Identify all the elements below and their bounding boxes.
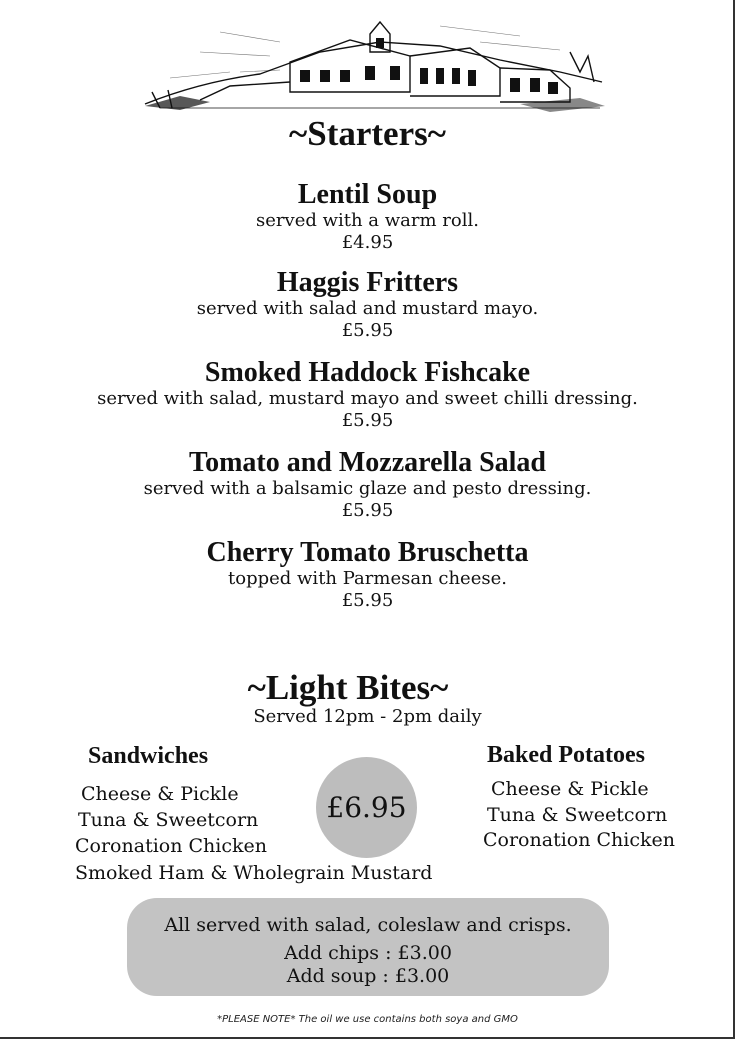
potato-item: Tuna & Sweetcorn [487, 804, 668, 826]
sandwich-item: Tuna & Sweetcorn [78, 809, 259, 831]
light-bites-title: ~Light Bites~ [247, 668, 449, 707]
sandwiches-title: Sandwiches [88, 743, 209, 769]
item-description: topped with Parmesan cheese. [228, 568, 507, 589]
item-name: Cherry Tomato Bruschetta [206, 537, 529, 568]
starters-title: ~Starters~ [289, 114, 446, 153]
item-description: served with a balsamic glaze and pesto dressing. [143, 478, 592, 499]
menu-item-tomato-mozzarella-salad [0, 448, 735, 522]
item-price: £5.95 [341, 320, 394, 341]
baked-potatoes-title: Baked Potatoes [487, 742, 645, 768]
menu-item-haggis-fritters [0, 268, 735, 342]
item-name: Smoked Haddock Fishcake [204, 357, 531, 388]
item-price: £5.95 [341, 590, 394, 611]
potato-item: Cheese & Pickle [491, 778, 649, 800]
item-description: served with salad, mustard mayo and sweet chilli dressing. [97, 388, 638, 409]
potato-item: Coronation Chicken [483, 829, 675, 851]
allergy-note: *PLEASE NOTE* The oil we use contains both soya and GMO [217, 1014, 518, 1025]
served-with-text: All served with salad, coleslaw and crisps. [164, 914, 572, 936]
item-name: Haggis Fritters [276, 267, 459, 298]
item-description: served with a warm roll. [256, 210, 479, 231]
menu-item-cherry-tomato-bruschetta [0, 538, 735, 612]
add-soup-text: Add soup : £3.00 [286, 965, 450, 987]
sandwich-item: Coronation Chicken [75, 835, 267, 857]
menu-item-lentil-soup [0, 180, 735, 254]
add-chips-text: Add chips : £3.00 [284, 942, 452, 964]
item-price: £4.95 [341, 232, 394, 253]
menu-item-smoked-haddock-fishcake [0, 358, 735, 432]
item-name: Lentil Soup [297, 179, 438, 210]
item-description: served with salad and mustard mayo. [196, 298, 539, 319]
sandwich-item: Cheese & Pickle [81, 783, 239, 805]
sandwich-item: Smoked Ham & Wholegrain Mustard [75, 862, 433, 884]
light-bites-subtitle: Served 12pm - 2pm daily [253, 706, 482, 727]
served-with-box [127, 898, 609, 996]
item-price: £5.95 [341, 410, 394, 431]
light-bites-price-badge: £6.95 [316, 757, 417, 858]
item-price: £5.95 [341, 500, 394, 521]
hotel-sketch-illustration [140, 12, 610, 120]
item-name: Tomato and Mozzarella Salad [188, 447, 546, 478]
